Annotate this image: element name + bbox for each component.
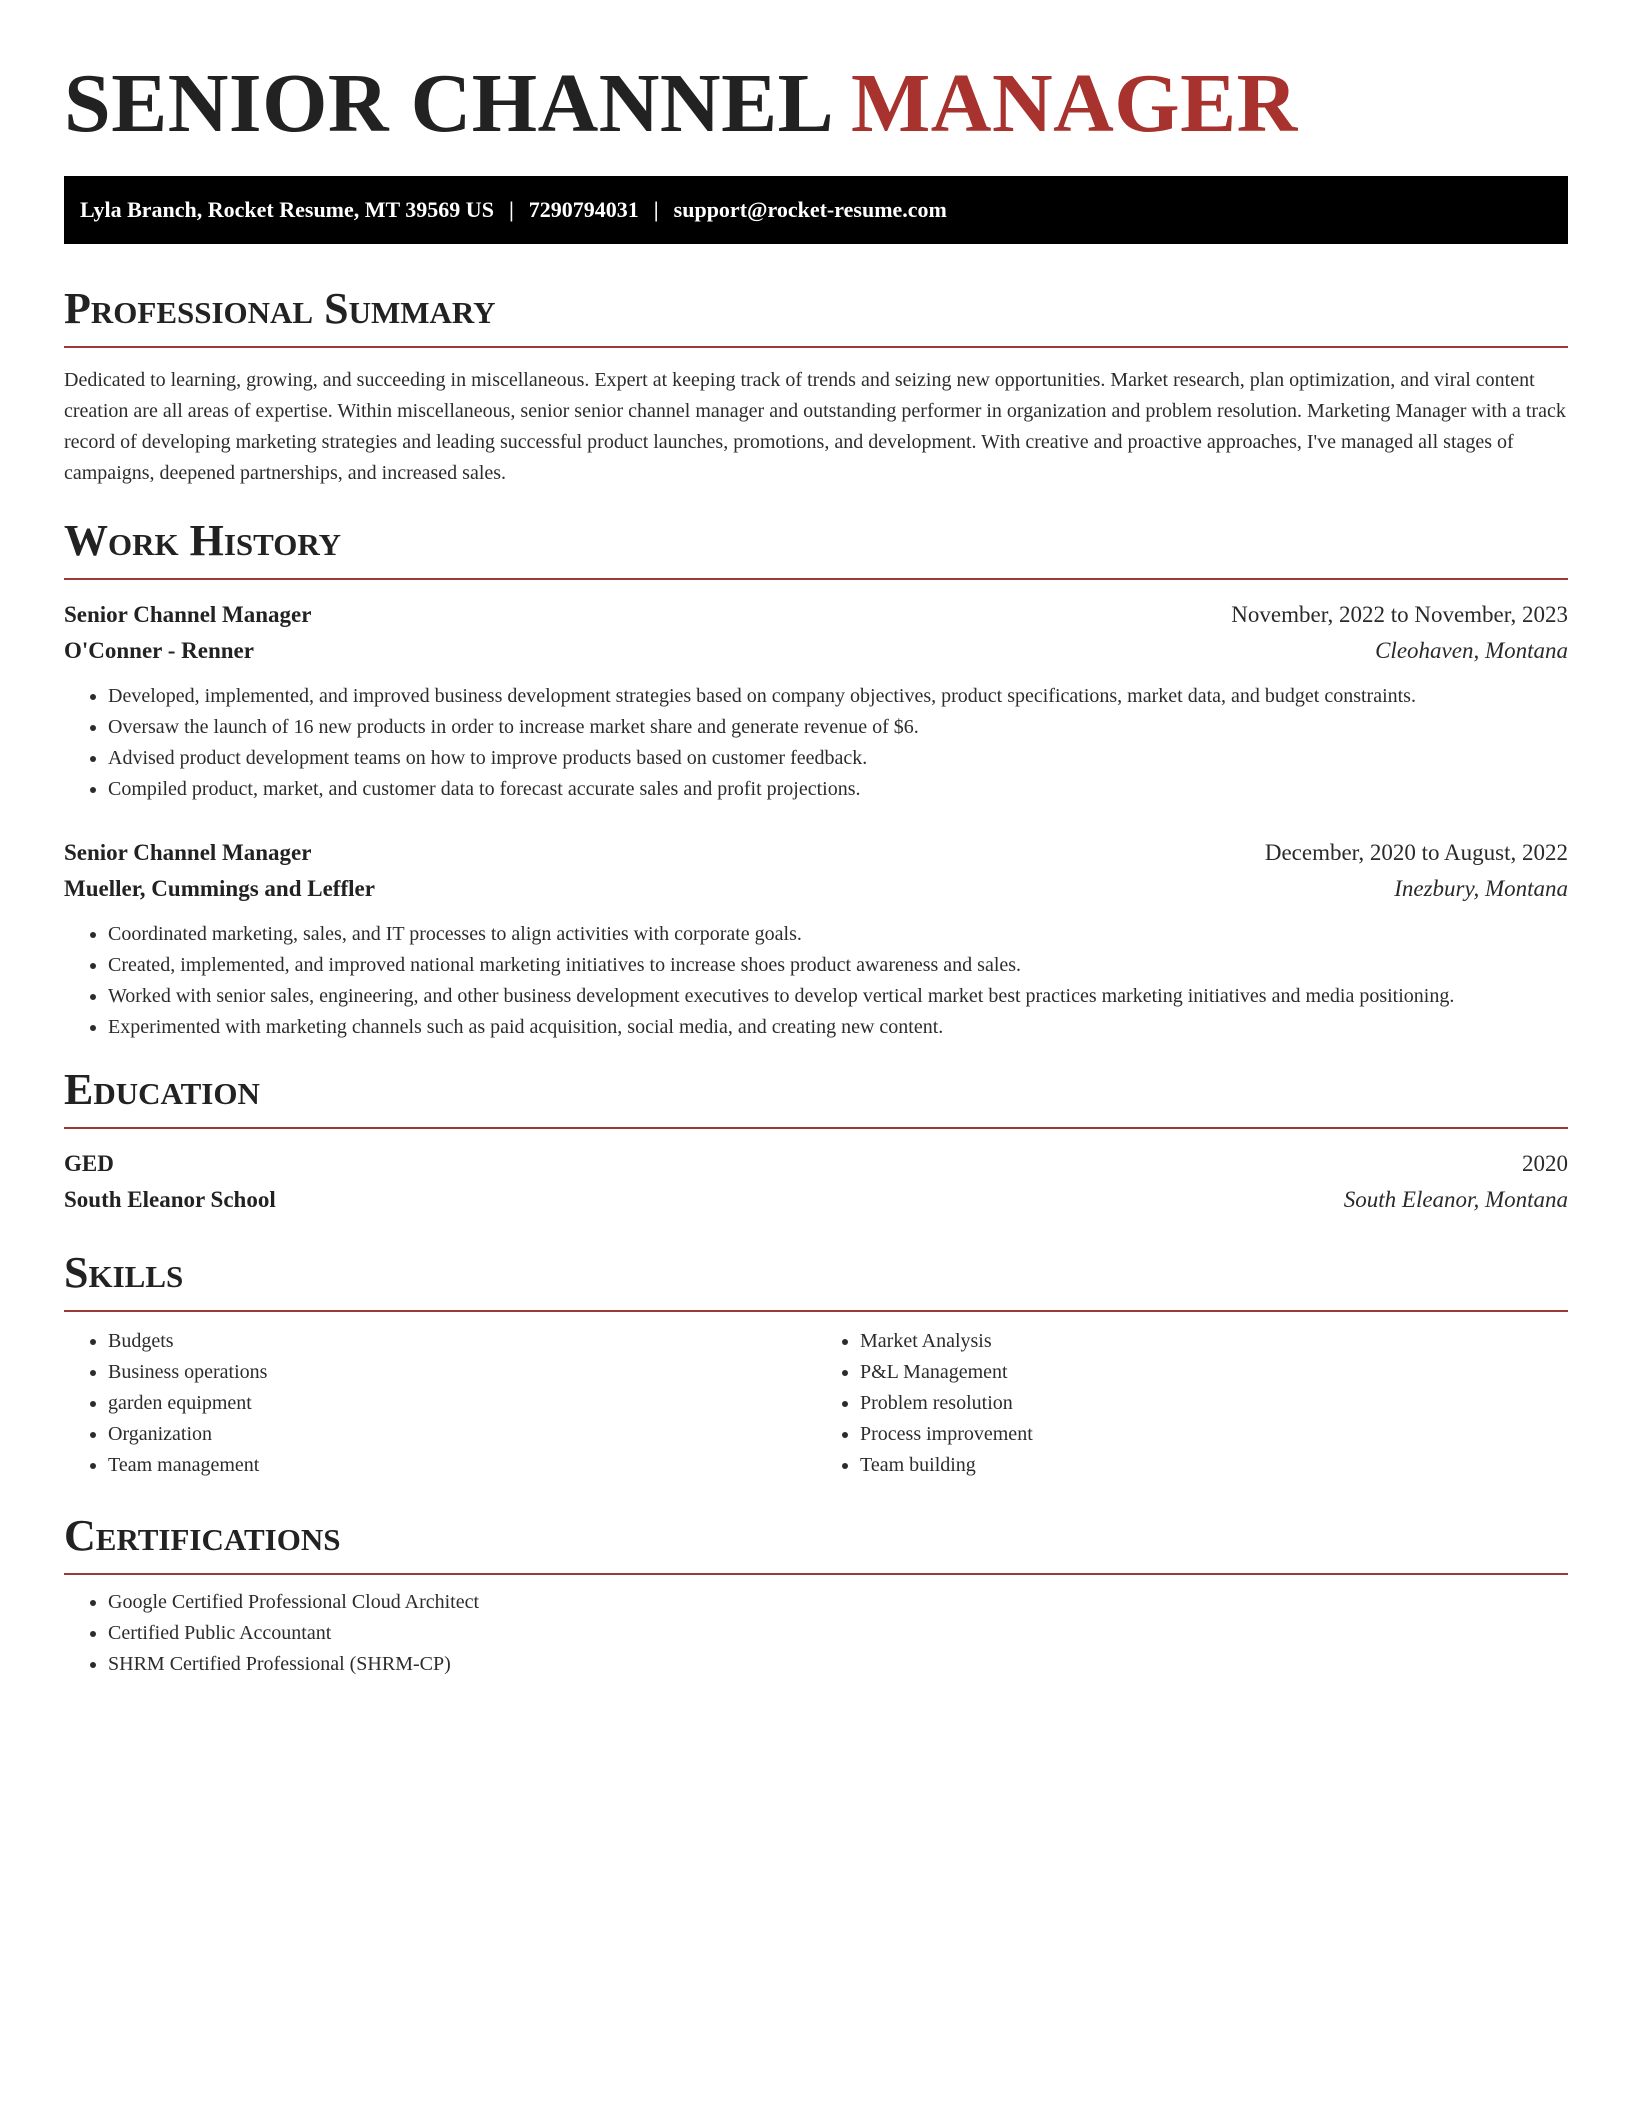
skill-item: • Process improvement (860, 1419, 1568, 1450)
skill-item: • P&L Management (860, 1357, 1568, 1388)
job-dates: November, 2022 to November, 2023 (1231, 602, 1568, 627)
job-entry (64, 835, 1568, 1043)
certifications-section (64, 1511, 1568, 1680)
job-bullet: • Worked with senior sales, engineering, and other business development executives to develop vertical market best practices marketing initiatives and media positioning. (108, 981, 1568, 1012)
education-school-row (64, 1182, 1568, 1218)
skill-item: • Team building (860, 1450, 1568, 1481)
job-title: Senior Channel Manager (64, 840, 312, 865)
job-bullet: • Experimented with marketing channels such as paid acquisition, social media, and creating new content. (108, 1012, 1568, 1043)
job-location: Inezbury, Montana (1394, 876, 1568, 901)
contact-separator: | (508, 197, 514, 222)
job-bullet: • Advised product development teams on how to improve products based on customer feedback. (108, 743, 1568, 774)
title-accent: MANAGER (851, 57, 1298, 150)
skills-column-left (64, 1326, 816, 1481)
contact-phone: 7290794031 (528, 197, 639, 222)
job-title: Senior Channel Manager (64, 602, 312, 627)
certification-item: • Google Certified Professional Cloud Architect (108, 1587, 1568, 1618)
contact-separator: | (653, 197, 659, 222)
contact-email: support@rocket-resume.com (673, 197, 947, 222)
education-year: 2020 (1522, 1151, 1568, 1176)
job-bullet: • Coordinated marketing, sales, and IT processes to align activities with corporate goals. (108, 919, 1568, 950)
certification-item: • SHRM Certified Professional (SHRM-CP) (108, 1649, 1568, 1680)
job-company-row (64, 633, 1568, 669)
job-company: Mueller, Cummings and Leffler (64, 876, 375, 901)
education-school: South Eleanor School (64, 1187, 276, 1212)
work-history-section (64, 516, 1568, 1043)
skill-item: • garden equipment (108, 1388, 816, 1419)
education-degree: GED (64, 1151, 114, 1176)
job-bullets (64, 681, 1568, 805)
certifications-heading: Certifications (64, 1511, 1568, 1575)
summary-section (64, 284, 1568, 489)
work-history-heading: Work History (64, 516, 1568, 580)
contact-bar (64, 176, 1568, 244)
certification-item: • Certified Public Accountant (108, 1618, 1568, 1649)
title-main: SENIOR CHANNEL (64, 57, 830, 150)
job-bullets (64, 919, 1568, 1043)
education-section (64, 1065, 1568, 1218)
job-company-row (64, 871, 1568, 907)
job-header-row (64, 835, 1568, 871)
education-location: South Eleanor, Montana (1343, 1187, 1568, 1212)
skill-item: • Market Analysis (860, 1326, 1568, 1357)
skills-grid (64, 1326, 1568, 1481)
job-entry (64, 597, 1568, 805)
job-bullet: • Oversaw the launch of 16 new products in order to increase market share and generate revenue of $6. (108, 712, 1568, 743)
skill-item: • Problem resolution (860, 1388, 1568, 1419)
resume-title (64, 0, 1568, 154)
contact-address: Lyla Branch, Rocket Resume, MT 39569 US (80, 197, 494, 222)
job-bullet: • Compiled product, market, and customer data to forecast accurate sales and profit projections. (108, 774, 1568, 805)
education-entry (64, 1146, 1568, 1218)
summary-text: Dedicated to learning, growing, and succeeding in miscellaneous. Expert at keeping track of trends and seizing new opportunities. Market research, plan optimization, and viral content creation are all areas of expertise. Within miscellaneous, senior senior channel manager and outstanding performer in organization and problem resolution. Marketing Manager with a track record of developing marketing strategies and leading successful product launches, promotions, and development. With creative and proactive approaches, I've managed all stages of campaigns, deepened partnerships, and increased sales. (64, 369, 1566, 484)
skills-section (64, 1248, 1568, 1481)
skills-column-right (816, 1326, 1568, 1481)
education-degree-row (64, 1146, 1568, 1182)
skill-item: • Budgets (108, 1326, 816, 1357)
education-heading: Education (64, 1065, 1568, 1129)
job-location: Cleohaven, Montana (1375, 638, 1568, 663)
job-header-row (64, 597, 1568, 633)
job-dates: December, 2020 to August, 2022 (1264, 840, 1568, 865)
skill-item: • Team management (108, 1450, 816, 1481)
certifications-list (64, 1587, 1568, 1680)
job-company: O'Conner - Renner (64, 638, 254, 663)
skill-item: • Business operations (108, 1357, 816, 1388)
job-bullet: • Developed, implemented, and improved business development strategies based on company objectives, product specifications, market data, and budget constraints. (108, 681, 1568, 712)
skill-item: • Organization (108, 1419, 816, 1450)
skills-heading: Skills (64, 1248, 1568, 1312)
job-bullet: • Created, implemented, and improved national marketing initiatives to increase shoes product awareness and sales. (108, 950, 1568, 981)
summary-heading: Professional Summary (64, 284, 1568, 348)
